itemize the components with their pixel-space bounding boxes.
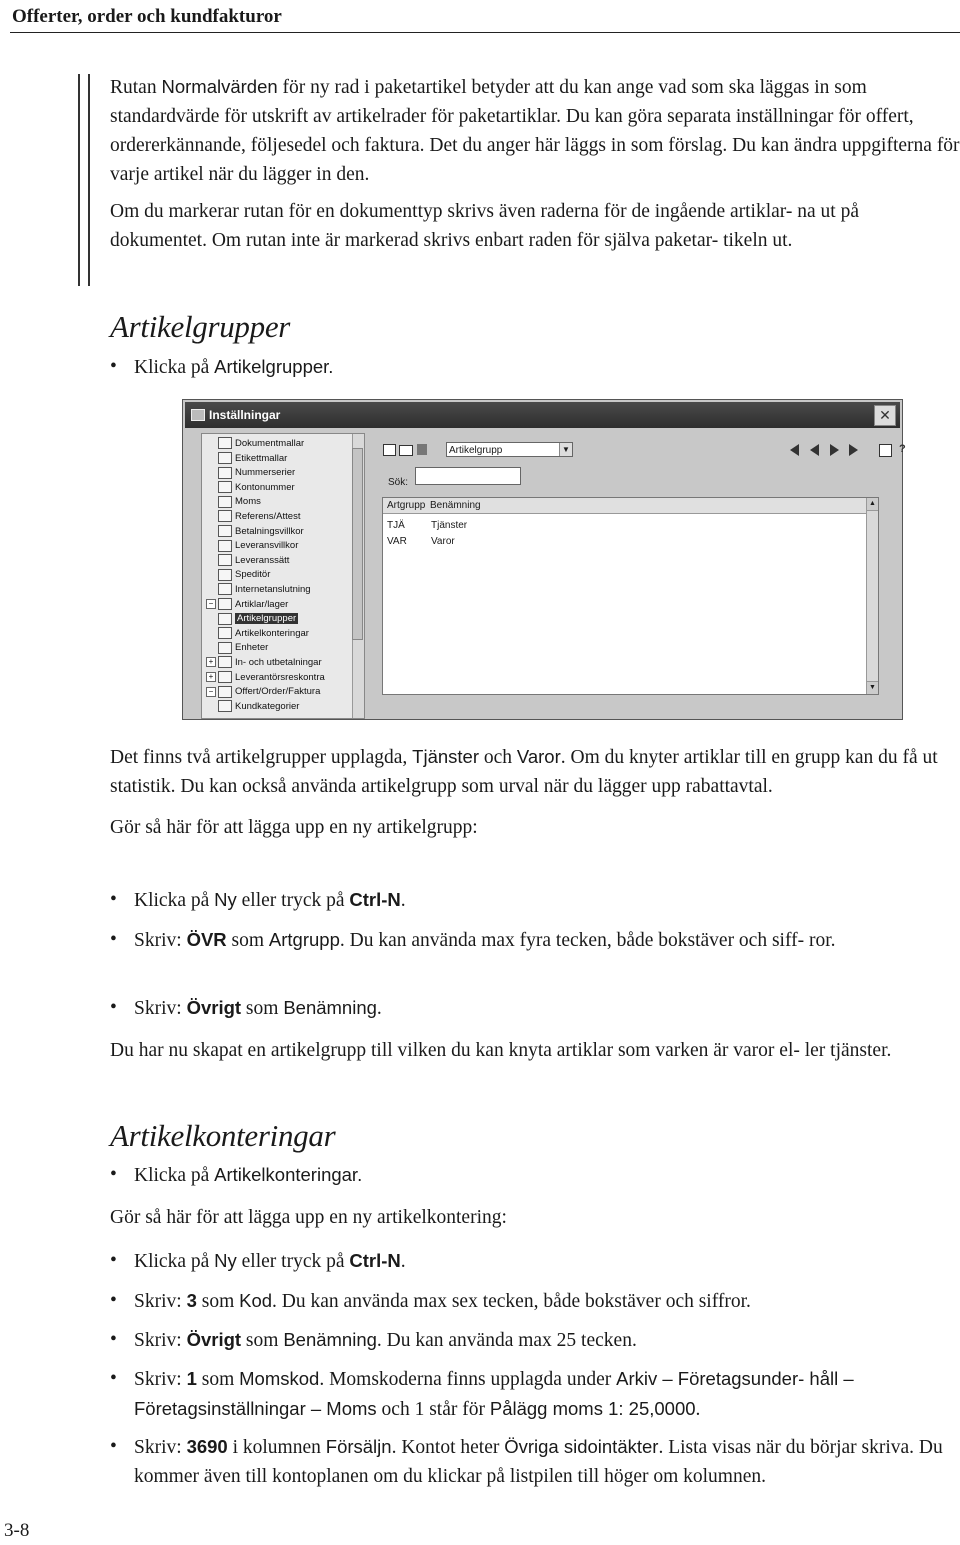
window-title: Inställningar: [209, 408, 281, 422]
column-header-artgrupp[interactable]: Artgrupp: [387, 500, 426, 511]
ui-term: Benämning: [283, 1329, 377, 1350]
tree-item[interactable]: [218, 525, 304, 539]
text-run: eller tryck på: [236, 1251, 350, 1272]
text-run: Skriv:: [134, 1291, 187, 1312]
intro-paragraph-1: [110, 72, 960, 189]
text-run: Rutan: [110, 77, 162, 98]
document-icon: [218, 554, 232, 566]
text-run: . Du kan använda max 25 tecken.: [376, 1330, 637, 1351]
tree-item-label: Artikelgrupper: [237, 613, 297, 625]
settings-tree[interactable]: [201, 433, 365, 719]
tree-item[interactable]: [206, 656, 322, 670]
text-run: i kolumnen: [227, 1437, 326, 1458]
text-run: Skriv:: [134, 1369, 187, 1390]
ui-term: Artgrupp: [268, 929, 340, 950]
tree-item-label: Kontonummer: [235, 481, 295, 493]
text-run: .: [400, 1251, 406, 1272]
text-run: som: [226, 930, 269, 951]
collapse-icon[interactable]: −: [206, 599, 216, 609]
ui-term: Ny: [214, 1250, 237, 1271]
first-record-icon[interactable]: [790, 444, 799, 456]
folder-icon[interactable]: [399, 445, 413, 456]
text-run: och 1 står för: [376, 1399, 490, 1420]
text-run: för ny rad i paketartikel betyder att du kan ange vad som ska läggas in som standardvärde för utskrift av artikelrader för paketartiklar. Du kan göra separata inställningar för offert, ordererkännande, följesedel och faktura. Det du anger här läggs in som förslag. Du kan ändra uppgifterna för varje artikel när du lägger in den.: [110, 77, 960, 185]
expand-icon[interactable]: +: [206, 672, 216, 682]
ui-term: Normalvärden: [161, 76, 278, 97]
tree-item[interactable]: [218, 554, 289, 568]
document-icon: [218, 510, 232, 522]
text-run: . Kontot heter: [391, 1437, 505, 1458]
last-record-icon[interactable]: [849, 444, 858, 456]
tree-item-label: Enheter: [235, 642, 269, 654]
window-titlebar: [185, 402, 900, 428]
text-run: . Momskoderna finns upplagda under: [319, 1369, 617, 1390]
ui-term: Ctrl-N: [349, 1250, 401, 1271]
grid-cell[interactable]: Varor: [431, 536, 455, 547]
text-run: Skriv:: [134, 1437, 187, 1458]
document-icon: [218, 569, 232, 581]
previous-record-icon[interactable]: [810, 444, 819, 456]
text-run: .: [400, 890, 406, 911]
text-run: . Du kan använda max fyra tecken, både bokstäver och siff- ror.: [339, 930, 836, 951]
paragraph-groups: [110, 742, 960, 801]
tree-item[interactable]: [218, 700, 299, 714]
grid-cell[interactable]: Tjänster: [431, 520, 468, 531]
tree-item-label: Betalningsvillkor: [235, 525, 304, 537]
bullet-kontering-1: [110, 1246, 960, 1276]
ui-term: Pålägg moms 1: 25,0000: [489, 1398, 696, 1419]
tree-item-label: Nummerserier: [235, 467, 296, 479]
document-icon: [218, 627, 232, 639]
paragraph-group-created: Du har nu skapat en artikelgrupp till vilken du kan knyta artiklar som varken är varor el- ler tjänster.: [110, 1040, 892, 1061]
bullet-kontering-2: [110, 1286, 960, 1316]
tree-item[interactable]: [218, 583, 311, 597]
print-icon[interactable]: [879, 444, 892, 457]
folder-icon: [218, 598, 232, 610]
folder-icon: [218, 656, 232, 668]
bullet-kontering-4: [110, 1364, 960, 1424]
tree-item[interactable]: [218, 627, 309, 641]
intro-paragraph-2: Om du markerar rutan för en dokumenttyp skrivs även raderna för de ingående artiklar- na ut på dokumentet. Om rutan inte är markerad skrivs enbart raden för själva paketar- tikeln ut.: [110, 201, 859, 251]
ui-term: Momskod: [239, 1368, 320, 1389]
scroll-down-icon[interactable]: ▼: [867, 681, 878, 694]
tree-item[interactable]: [218, 495, 261, 509]
document-icon: [218, 467, 232, 479]
text-run: som: [196, 1369, 240, 1390]
search-label: Sök:: [388, 477, 409, 488]
ui-term: Artikelkonteringar.: [214, 1164, 363, 1185]
text-run: Skriv:: [134, 930, 187, 951]
text-run: Klicka på: [134, 890, 215, 911]
tree-item-label: Offert/Order/Faktura: [235, 686, 321, 698]
tree-item-label: Dokumentmallar: [235, 438, 305, 449]
ui-term: Kod: [239, 1290, 273, 1311]
close-button[interactable]: ✕: [874, 405, 896, 426]
tree-item-label: Referens/Attest: [235, 511, 301, 522]
ui-term: Varor: [516, 746, 561, 767]
grid-cell[interactable]: TJÄ: [387, 520, 405, 531]
ui-term: Tjänster: [412, 746, 479, 767]
column-header-benamning[interactable]: Benämning: [430, 500, 481, 511]
text-run: Klicka på: [134, 1251, 215, 1272]
document-icon: [218, 525, 232, 537]
tree-item-label: Leveranssätt: [235, 554, 290, 566]
ui-term: Försäljn: [325, 1436, 392, 1457]
scroll-up-icon[interactable]: ▲: [867, 498, 878, 511]
running-header-title: Offerter, order och kundfakturor: [12, 6, 282, 27]
document-icon: [218, 700, 232, 712]
search-input[interactable]: [415, 467, 521, 485]
tree-item-label: Internetanslutning: [235, 584, 311, 595]
folder-icon: [218, 671, 232, 683]
window-app-icon: [191, 409, 205, 421]
expand-icon[interactable]: +: [206, 657, 216, 667]
ui-term: Övrigt: [186, 1329, 242, 1350]
tree-item[interactable]: [218, 510, 300, 524]
text-run: Skriv:: [134, 998, 187, 1019]
change-bars: [78, 74, 92, 286]
document-icon: [218, 496, 232, 508]
next-record-icon[interactable]: [830, 444, 839, 456]
bullet-group-3: [110, 993, 960, 1023]
tree-item[interactable]: [218, 437, 304, 451]
text-run: . Lista visas när du börjar skriva. Du kommer även till kontoplanen om du klickar på listpilen till höger om kolumnen.: [134, 1437, 943, 1487]
tree-item-label: Leveransvillkor: [235, 540, 299, 552]
ui-term: 3: [186, 1290, 197, 1311]
text-run: och: [478, 747, 517, 768]
document-icon: [218, 437, 232, 449]
bullet-click-artikelgrupper: • Klicka på Artikelgrupper.: [110, 352, 960, 382]
grid-cell[interactable]: VAR: [387, 536, 407, 547]
tree-item-label: Artikelkonteringar: [235, 627, 309, 639]
folder-icon: [218, 686, 232, 698]
ui-term: Ny: [214, 889, 237, 910]
document-icon: [218, 613, 232, 625]
delete-icon[interactable]: [417, 444, 427, 455]
text-run: eller tryck på: [236, 890, 350, 911]
ui-term: Arkiv – Företagsunder- håll – Företagsinställningar – Moms: [134, 1368, 854, 1419]
tree-item-label: Moms: [235, 496, 261, 508]
tree-item[interactable]: [218, 641, 268, 655]
document-icon: [218, 583, 232, 595]
text-run: . Om du knyter artiklar till en grupp kan du få ut statistik. Du kan också använda artikelgrupp som urval när du lägger upp rabattavtal.: [110, 747, 938, 797]
table-select[interactable]: [446, 442, 573, 457]
new-icon[interactable]: [383, 444, 396, 456]
table-select-value: Artikelgrupp: [449, 445, 503, 456]
tree-item[interactable]: [218, 539, 298, 553]
bullet-click-artikelkonteringar: [110, 1160, 960, 1190]
text-run: Det finns två artikelgrupper upplagda,: [110, 747, 413, 768]
tree-item[interactable]: [218, 452, 287, 466]
page-number: 3-8: [4, 1520, 30, 1541]
text-run: som: [241, 998, 284, 1019]
tree-item[interactable]: [218, 612, 298, 626]
tree-item-label: Kundkategorier: [235, 700, 300, 712]
heading-artikelkonteringar: Artikelkonteringar: [110, 1118, 336, 1153]
ui-term: 1: [186, 1368, 197, 1389]
tree-item-label: Etikettmallar: [235, 452, 288, 464]
collapse-icon[interactable]: −: [206, 687, 216, 697]
running-header: [10, 0, 960, 33]
grid-scrollbar[interactable]: [866, 498, 878, 694]
heading-artikelgrupper: Artikelgrupper: [110, 309, 291, 344]
tree-item-label: Leverantörsreskontra: [235, 671, 325, 683]
ui-term: Ctrl-N: [349, 889, 401, 910]
bullet-kontering-5: [110, 1432, 960, 1491]
help-icon[interactable]: ?: [899, 443, 906, 455]
paragraph-howto-group: Gör så här för att lägga upp en ny artikelgrupp:: [110, 817, 478, 838]
tree-item[interactable]: [206, 685, 320, 699]
document-icon: [218, 642, 232, 654]
document-icon: [218, 540, 232, 552]
tree-item[interactable]: [206, 598, 288, 612]
tree-item-label: Speditör: [235, 569, 271, 581]
tree-item[interactable]: [218, 481, 295, 495]
chevron-down-icon[interactable]: ▼: [559, 443, 572, 456]
data-grid: [382, 497, 879, 695]
ui-term: Övrigt: [186, 997, 242, 1018]
document-icon: [218, 481, 232, 493]
text-run: .: [695, 1399, 701, 1420]
tree-scrollbar[interactable]: [352, 434, 364, 718]
post-screenshot-section: [110, 742, 960, 842]
tree-item[interactable]: [218, 568, 270, 582]
bullet-group-2: [110, 925, 960, 955]
text-run: som: [196, 1291, 240, 1312]
ui-term: Benämning: [283, 997, 377, 1018]
grid-header: [383, 498, 866, 514]
tree-item-label: Artiklar/lager: [235, 598, 289, 610]
text-run: som: [241, 1330, 284, 1351]
ui-term: ÖVR: [186, 929, 227, 950]
ui-term: Övriga sidointäkter: [504, 1436, 659, 1457]
paragraph-howto-kontering: Gör så här för att lägga upp en ny artikelkontering:: [110, 1207, 507, 1228]
settings-window: [182, 399, 906, 720]
tree-item-label: In- och utbetalningar: [235, 657, 322, 668]
text-run: Klicka på: [134, 1165, 215, 1186]
tree-item[interactable]: [218, 466, 295, 480]
tree-item[interactable]: [206, 671, 325, 685]
intro-section: [110, 72, 960, 255]
document-icon: [218, 452, 232, 464]
bullet-kontering-3: [110, 1325, 960, 1355]
text-run: .: [376, 998, 382, 1019]
bullet-group-1: [110, 885, 960, 915]
tree-scroll-thumb[interactable]: [352, 448, 363, 640]
text-run: . Du kan använda max sex tecken, både bokstäver och siffror.: [272, 1291, 751, 1312]
text-run: Skriv:: [134, 1330, 187, 1351]
ui-term: 3690: [186, 1436, 228, 1457]
